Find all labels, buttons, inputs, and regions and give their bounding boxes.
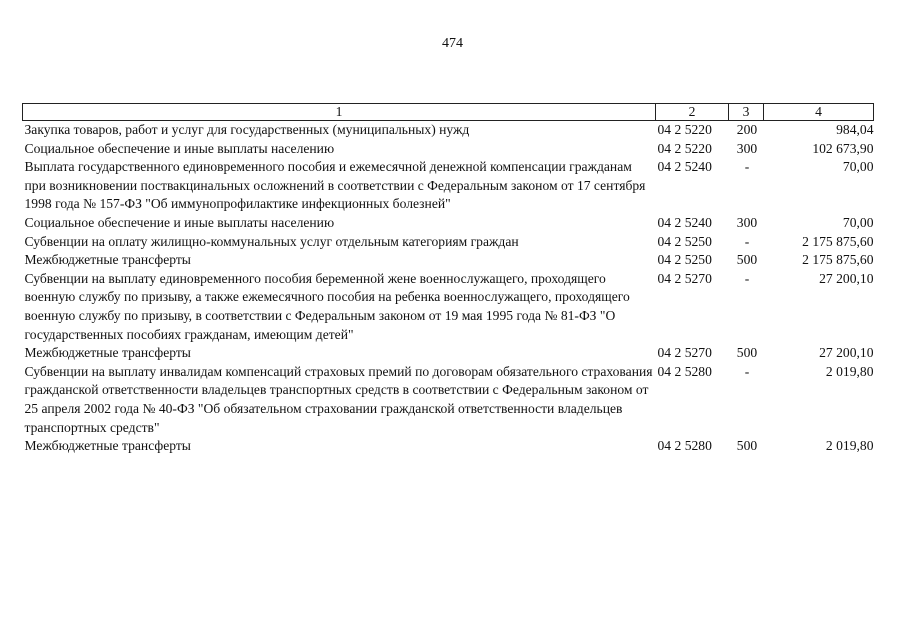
row-name: Межбюджетные трансферты bbox=[24, 438, 191, 454]
row-code: 04 2 5270 bbox=[657, 270, 712, 286]
row-name: Межбюджетные трансферты bbox=[24, 252, 191, 268]
table-row bbox=[23, 251, 874, 270]
row-type: 300 bbox=[736, 140, 758, 156]
table-row bbox=[23, 158, 874, 214]
row-name: Закупка товаров, работ и услуг для государственных (муниципальных) нужд bbox=[24, 122, 470, 137]
header-col-1: 1 bbox=[23, 104, 656, 121]
row-code: 04 2 5240 bbox=[657, 214, 712, 230]
row-code: 04 2 5220 bbox=[657, 122, 712, 137]
row-amount: 2 175 875,60 bbox=[802, 252, 874, 268]
table-row bbox=[23, 270, 874, 344]
row-code: 04 2 5250 bbox=[657, 233, 712, 249]
row-code: 04 2 5280 bbox=[657, 363, 712, 379]
table-row bbox=[23, 233, 874, 252]
row-type: 500 bbox=[736, 345, 758, 361]
table-row bbox=[23, 140, 874, 159]
row-type: 300 bbox=[736, 214, 758, 230]
header-col-4: 4 bbox=[764, 104, 874, 121]
row-amount: 102 673,90 bbox=[812, 140, 874, 156]
row-code: 04 2 5250 bbox=[657, 252, 712, 268]
table-row bbox=[23, 363, 874, 437]
page-number: 474 bbox=[442, 36, 463, 51]
row-type: 200 bbox=[736, 122, 758, 137]
row-code: 04 2 5220 bbox=[657, 140, 712, 156]
table-row bbox=[23, 214, 874, 233]
row-type: - bbox=[744, 159, 750, 175]
row-name: Межбюджетные трансферты bbox=[24, 345, 191, 361]
header-col-2: 2 bbox=[656, 104, 729, 121]
row-type: - bbox=[744, 363, 750, 379]
row-code: 04 2 5240 bbox=[657, 159, 712, 175]
row-type: 500 bbox=[736, 252, 758, 268]
row-amount: 27 200,10 bbox=[819, 345, 874, 361]
row-amount: 984,04 bbox=[836, 122, 874, 137]
row-amount: 27 200,10 bbox=[819, 270, 874, 286]
row-name: Субвенции на выплату единовременного пособия беременной жене военнослужащего, проходящего военную службу по призыву, а также ежемесячного пособия на ребенка военнослужащего, проходящего военную службу по призыву, в соответствии с Федеральным законом от 19 мая 1995 года № 81-ФЗ "О государственных пособиях гражданам, имеющим детей" bbox=[24, 270, 630, 342]
row-amount: 70,00 bbox=[842, 214, 874, 230]
row-type: 500 bbox=[736, 438, 758, 454]
row-name: Субвенции на выплату инвалидам компенсаций страховых премий по договорам обязательного страхования гражданской ответственности владельцев транспортных средств в соответствии с Федеральным законом от 25 апреля 2002 года № 40-ФЗ "Об обязательном страховании гражданской ответственности владельцев транспортных средств" bbox=[24, 363, 653, 435]
row-name: Выплата государственного единовременного пособия и ежемесячной денежной компенсации гражданам при возникновении поствакцинальных осложнений в соответствии с Федеральным законом от 17 сентября 1998 года № 157-ФЗ "Об иммунопрофилактике инфекционных болезней" bbox=[24, 159, 646, 212]
row-amount: 2 019,80 bbox=[825, 438, 874, 454]
row-amount: 2 019,80 bbox=[825, 363, 874, 379]
table-row bbox=[23, 121, 874, 140]
table-row bbox=[23, 437, 874, 456]
row-amount: 2 175 875,60 bbox=[802, 233, 874, 249]
header-col-3: 3 bbox=[729, 104, 764, 121]
row-amount: 70,00 bbox=[842, 159, 874, 175]
row-name: Социальное обеспечение и иные выплаты населению bbox=[24, 214, 335, 230]
row-name: Социальное обеспечение и иные выплаты населению bbox=[24, 140, 335, 156]
row-type: - bbox=[744, 270, 750, 286]
row-type: - bbox=[744, 233, 750, 249]
row-code: 04 2 5280 bbox=[657, 438, 712, 454]
row-name: Субвенции на оплату жилищно-коммунальных услуг отдельным категориям граждан bbox=[24, 233, 519, 249]
budget-table bbox=[22, 103, 874, 456]
table-header-row bbox=[23, 104, 874, 121]
row-code: 04 2 5270 bbox=[657, 345, 712, 361]
table-row bbox=[23, 344, 874, 363]
